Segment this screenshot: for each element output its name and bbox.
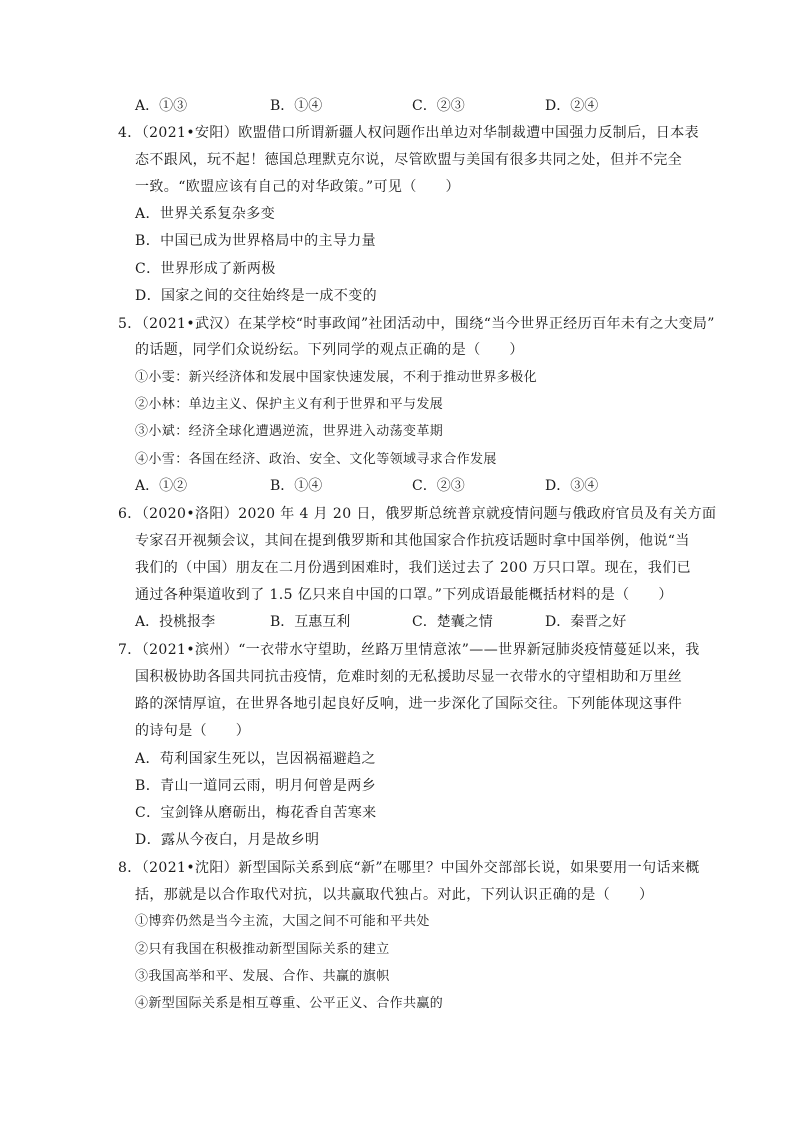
option-d[interactable]: D．③④ xyxy=(545,478,599,494)
option-b[interactable]: B．①④ xyxy=(270,478,323,494)
option-b[interactable]: B．青山一道同云雨，明月何曾是两乡 xyxy=(135,778,377,794)
statement-item: ②只有我国在积极推动新型国际关系的建立 xyxy=(135,942,390,957)
question-stem-line: 7．（2021•滨州）“一衣带水守望助，丝路万里情意浓”——世界新冠肺炎疫情蔓延以来，我 xyxy=(118,642,700,658)
option-c[interactable]: C．②③ xyxy=(412,478,465,494)
statement-item: ③我国高举和平、发展、合作、共赢的旗帜 xyxy=(135,969,390,984)
option-c[interactable]: C．②③ xyxy=(412,98,465,114)
options-row xyxy=(135,612,655,632)
question-stem-line: 我们的（中国）朋友在二月份遇到困难时，我们送过去了 200 万只口罩。现在，我们已 xyxy=(135,560,692,576)
option-d[interactable]: D．露从今夜白，月是故乡明 xyxy=(135,832,320,848)
option-c[interactable]: C．宝剑锋从磨砺出，梅花香自苦寒来 xyxy=(135,805,377,821)
question-stem-line: 的诗句是（ ） xyxy=(135,723,251,739)
option-a[interactable]: A．投桃报李 xyxy=(135,614,216,630)
question-stem-line: 态不跟风，玩不起！德国总理默克尔说，尽管欧盟与美国有很多共同之处，但并不完全 xyxy=(135,152,683,168)
options-row xyxy=(135,476,655,496)
option-a[interactable]: A．苟利国家生死以，岂因祸福避趋之 xyxy=(135,751,376,767)
question-stem-line: 一致。“欧盟应该有自己的对华政策。”可见（ ） xyxy=(135,179,460,195)
statement-item: ④新型国际关系是相互尊重、公平正义、合作共赢的 xyxy=(135,996,444,1011)
option-c[interactable]: C．楚囊之情 xyxy=(412,614,493,630)
question-stem-line: 6．（2020•洛阳）2020 年 4 月 20 日，俄罗斯总统普京就疫情问题与俄政府官员及有关方面 xyxy=(118,506,717,522)
question-stem-line: 专家召开视频会议，其间在提到俄罗斯和其他国家合作抗疫话题时拿中国举例，他说“当 xyxy=(135,533,690,549)
question-stem-line: 括，那就是以合作取代对抗，以共赢取代独占。对此，下列认识正确的是（ ） xyxy=(135,887,654,903)
statement-item: ①博弈仍然是当今主流，大国之间不可能和平共处 xyxy=(135,914,430,929)
question-stem-line: 通过各种渠道收到了 1.5 亿只来自中国的口罩。”下列成语最能概括材料的是（ ） xyxy=(135,587,673,603)
question-stem-line: 5．（2021•武汉）在某学校“时事政闻”社团活动中，围绕“当今世界正经历百年未有之大变局” xyxy=(118,316,715,332)
option-a[interactable]: A．①③ xyxy=(135,98,188,114)
statement-item: ③小斌：经济全球化遭遇逆流，世界进入动荡变革期 xyxy=(135,424,444,439)
statement-item: ①小雯：新兴经济体和发展中国家快速发展，不利于推动世界多极化 xyxy=(135,370,538,385)
option-b[interactable]: B．互惠互利 xyxy=(270,614,351,630)
question-stem-line: 8．（2021•沈阳）新型国际关系到底“新”在哪里？中国外交部部长说，如果要用一句话来概 xyxy=(118,860,700,876)
option-b[interactable]: B．①④ xyxy=(270,98,323,114)
option-d[interactable]: D．②④ xyxy=(545,98,599,114)
option-a[interactable]: A．①② xyxy=(135,478,188,494)
question-stem-line: 路的深情厚谊，在世界各地引起良好反响，进一步深化了国际交往。下列能体现这事件 xyxy=(135,696,683,712)
statement-item: ④小雪：各国在经济、政治、安全、文化等领域寻求合作发展 xyxy=(135,452,497,467)
top-options-row xyxy=(135,96,655,116)
statement-item: ②小林：单边主义、保护主义有利于世界和平与发展 xyxy=(135,397,444,412)
question-stem-line: 4．（2021•安阳）欧盟借口所谓新疆人权问题作出单边对华制裁遭中国强力反制后，日本表 xyxy=(118,125,699,141)
option-d[interactable]: D．秦晋之好 xyxy=(545,614,627,630)
option-d[interactable]: D．国家之间的交往始终是一成不变的 xyxy=(135,288,378,304)
option-c[interactable]: C．世界形成了新两极 xyxy=(135,261,276,277)
question-stem-line: 国积极协助各国共同抗击疫情，危难时刻的无私援助尽显一衣带水的守望相助和万里丝 xyxy=(135,669,683,685)
option-b[interactable]: B．中国已成为世界格局中的主导力量 xyxy=(135,233,377,249)
question-stem-line: 的话题，同学们众说纷纭。下列同学的观点正确的是（ ） xyxy=(135,342,524,358)
option-a[interactable]: A．世界关系复杂多变 xyxy=(135,206,276,222)
